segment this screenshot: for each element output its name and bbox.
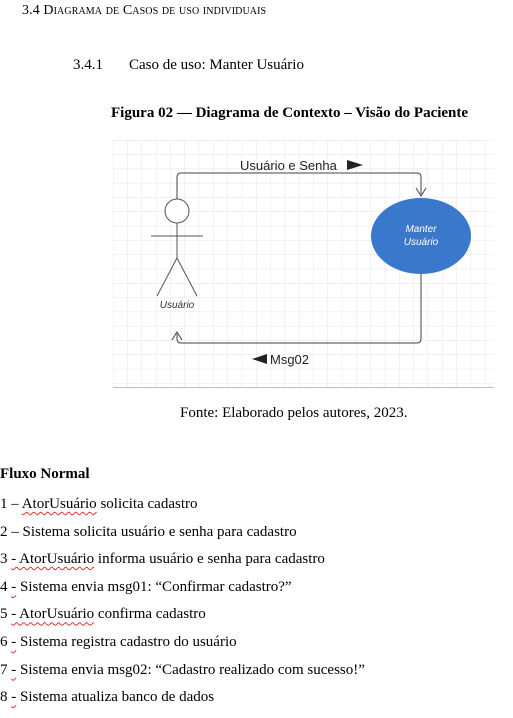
flow-step: 3 - AtorUsuário informa usuário e senha para cadastro: [0, 551, 325, 568]
section-number: 3.4: [22, 3, 40, 18]
section-title: Diagrama de Casos de uso individuais: [43, 3, 267, 18]
figure-source: Fonte: Elaborado pelos autores, 2023.: [180, 405, 408, 421]
usecase-label-line1: Manter: [405, 224, 437, 235]
flow-step: 4 - Sistema envia msg01: “Confirmar cadastro?”: [0, 578, 292, 595]
flow-step: 5 - AtorUsuário confirma cadastro: [0, 606, 206, 623]
flow-step: 7 - Sistema envia msg02: “Cadastro realizado com sucesso!”: [0, 661, 365, 678]
bottom-message-label: Msg02: [270, 352, 310, 367]
spellcheck-underline: -: [11, 578, 17, 595]
flow-title: Fluxo Normal: [0, 466, 90, 482]
usecase-ellipse: [371, 198, 471, 274]
spellcheck-underline: - AtorUsuário: [11, 606, 95, 623]
usecase-label-line2: Usuário: [403, 237, 439, 248]
subsection-title: Caso de uso: Manter Usuário: [129, 57, 304, 73]
actor-label: Usuário: [159, 300, 195, 311]
spellcheck-underline: AtorUsuário: [21, 496, 97, 512]
figure-caption: Figura 02 — Diagrama de Contexto – Visão do Paciente: [111, 105, 469, 121]
flow-step: 2 – Sistema solicita usuário e senha para cadastro: [0, 523, 297, 540]
subsection-heading: [73, 57, 304, 74]
flow-step: 6 - Sistema registra cadastro do usuário: [0, 633, 237, 650]
section-heading: [22, 3, 266, 19]
top-message-label: Usuário e Senha: [240, 158, 337, 173]
diagram-canvas: [113, 140, 494, 390]
flow-step: 1 – AtorUsuário solicita cadastro: [0, 496, 198, 512]
spellcheck-underline: -: [11, 661, 17, 678]
context-diagram: [113, 140, 494, 390]
subsection-number: 3.4.1: [73, 57, 103, 73]
spellcheck-underline: -: [11, 689, 17, 706]
flow-step: 8 - Sistema atualiza banco de dados: [0, 689, 215, 706]
actor-head: [165, 199, 189, 223]
flow-steps-list: [0, 494, 365, 715]
spellcheck-underline: -: [11, 633, 17, 650]
spellcheck-underline: - AtorUsuário: [11, 551, 95, 568]
